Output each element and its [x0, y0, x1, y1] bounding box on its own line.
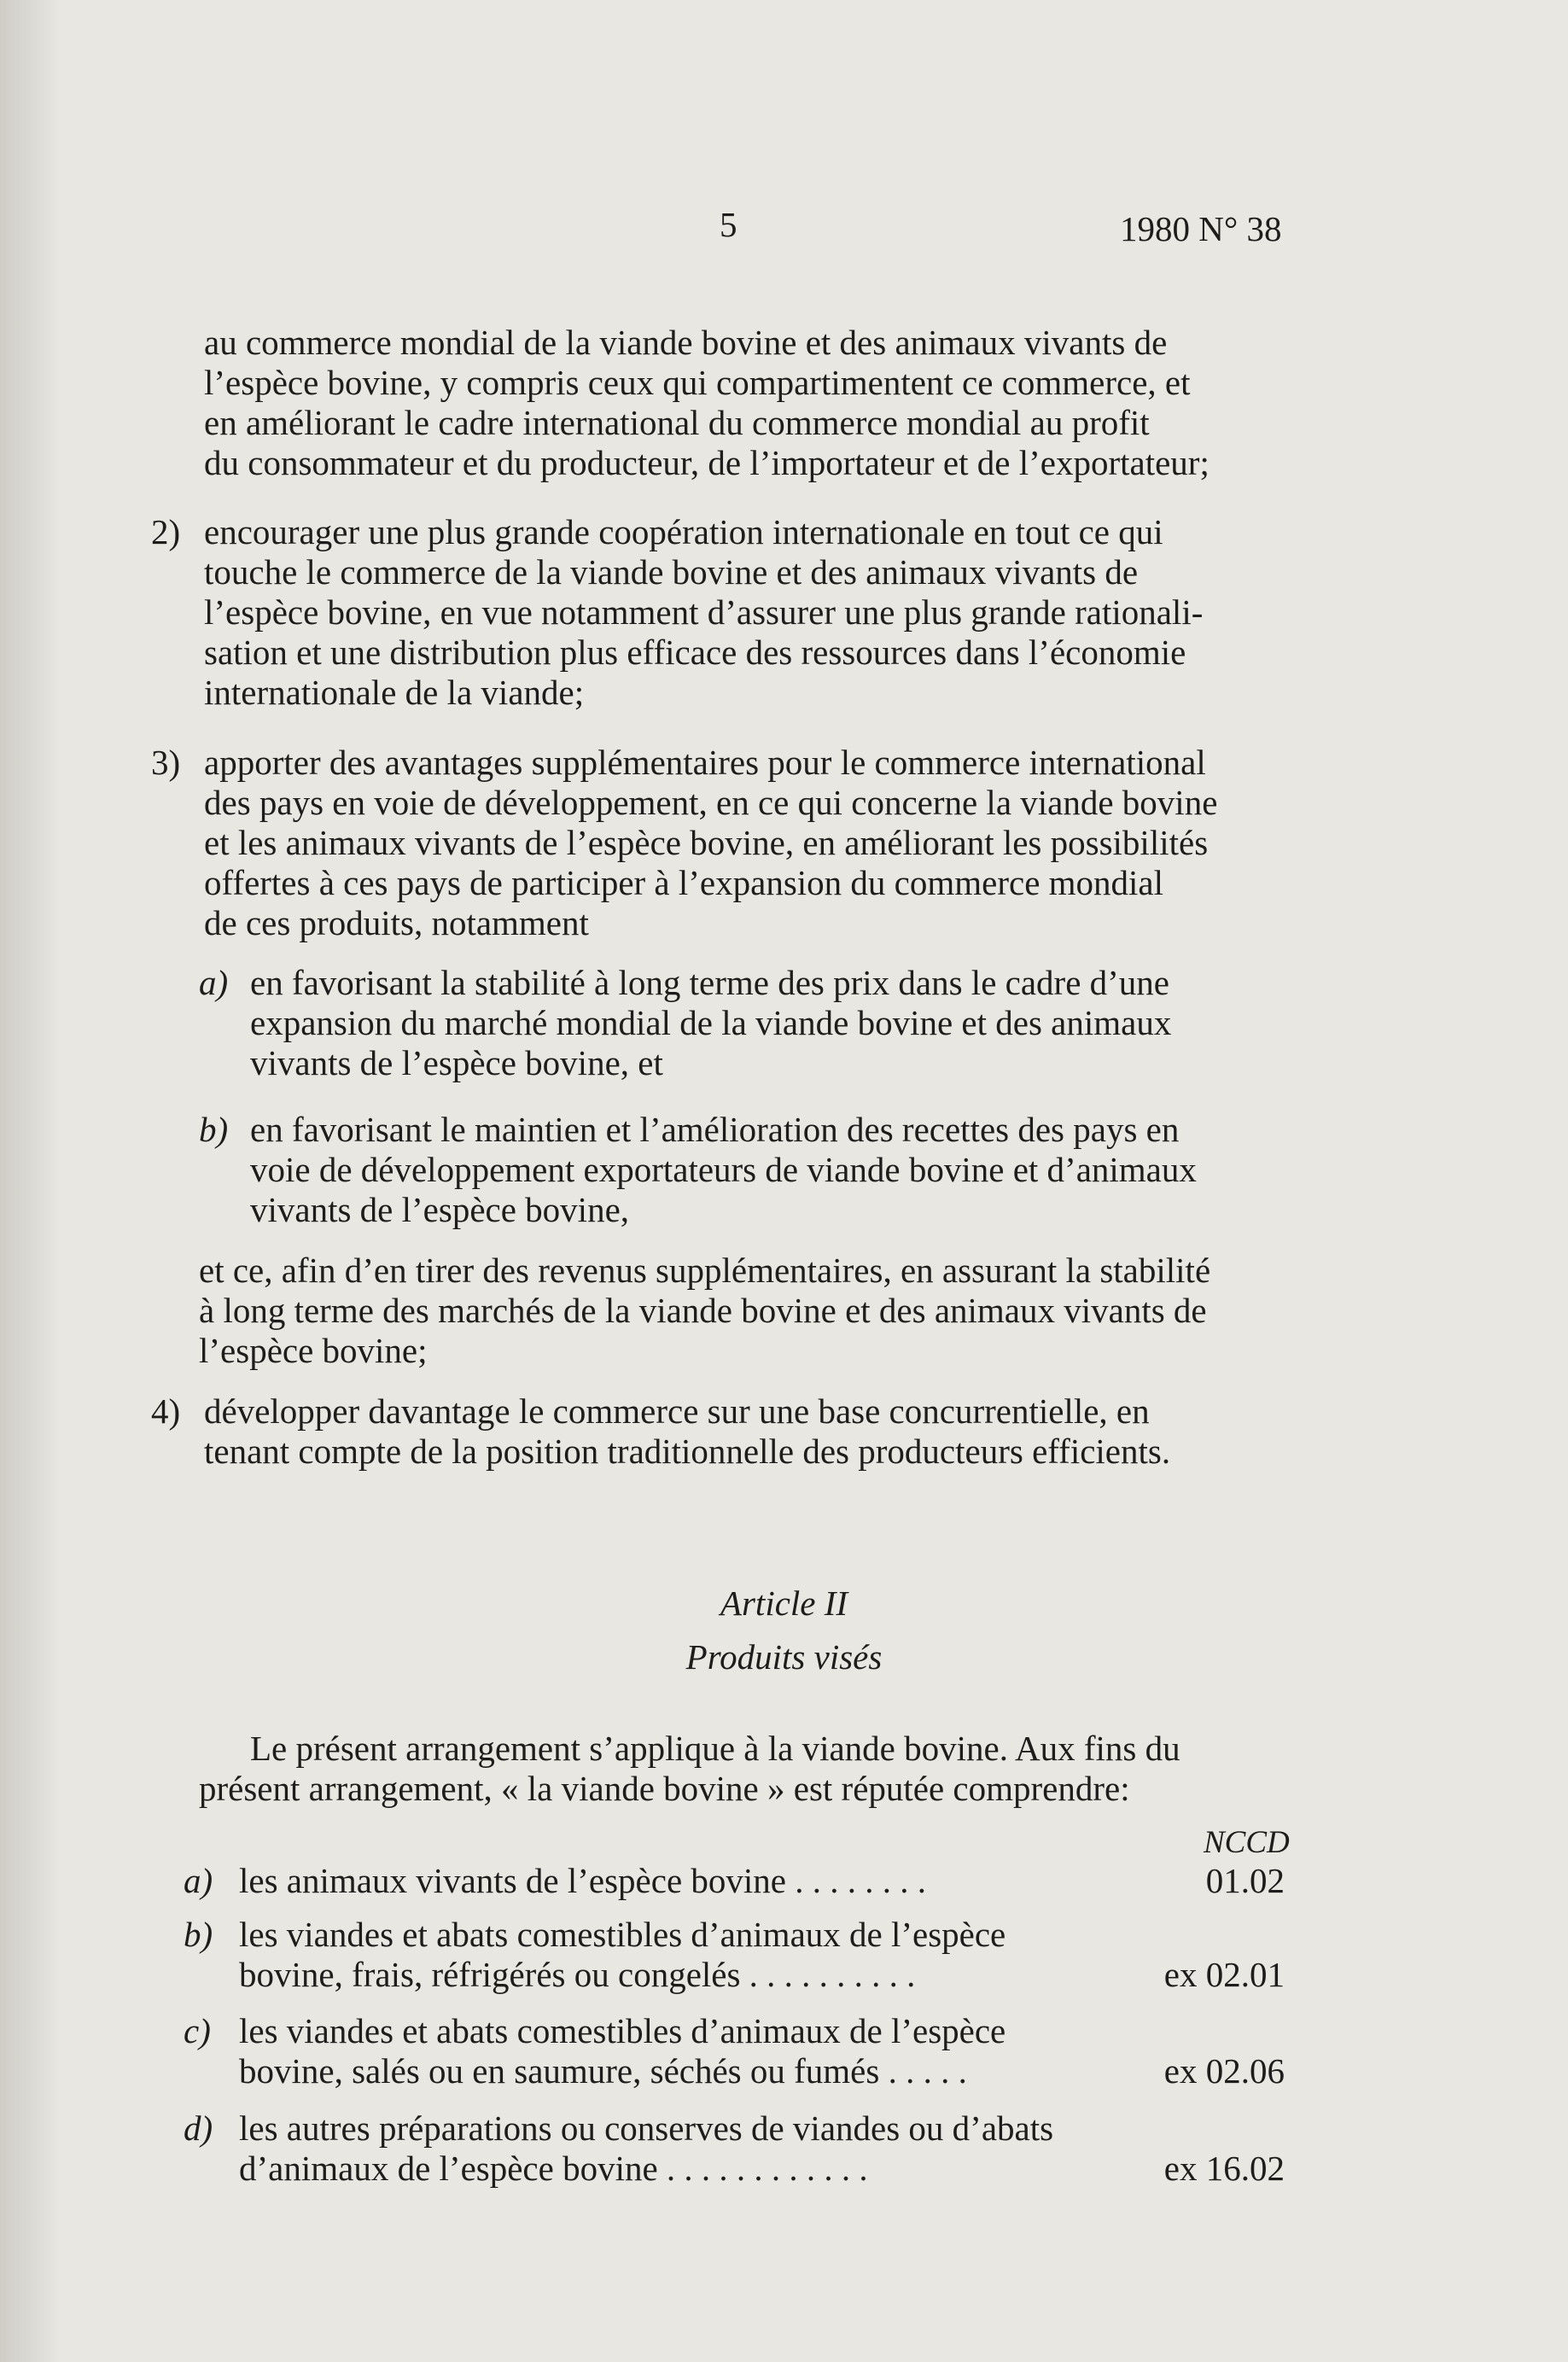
text-line: voie de développement exportateurs de viande bovine et d’animaux [250, 1150, 1197, 1189]
text-line: l’espèce bovine, en vue notamment d’assurer une plus grande rationali- [204, 592, 1204, 632]
product-code: ex 16.02 [1163, 2149, 1285, 2188]
item-number: 4) [151, 1391, 181, 1431]
item-2-text [204, 512, 1307, 713]
product-letter: c) [184, 2011, 211, 2050]
item-3-text [204, 743, 1307, 943]
text-line: les viandes et abats comestibles d’animaux de l’espèce [239, 1915, 1006, 1954]
column-label: NCCD [1204, 1825, 1290, 1860]
text-line: en améliorant le cadre international du commerce mondial au profit [204, 403, 1150, 442]
text-line: en favorisant la stabilité à long terme des prix dans le cadre d’une [250, 963, 1169, 1002]
text-line: vivants de l’espèce bovine, [250, 1190, 630, 1229]
text-line: offertes à ces pays de participer à l’expansion du commerce mondial [204, 863, 1164, 902]
text-line: et les animaux vivants de l’espèce bovine, en améliorant les possibilités [204, 823, 1209, 862]
text-line: expansion du marché mondial de la viande bovine et des animaux [250, 1003, 1172, 1042]
text-line: et ce, afin d’en tirer des revenus supplémentaires, en assurant la stabilité [199, 1251, 1211, 1290]
sub-item-letter: a) [199, 963, 229, 1002]
product-code: 01.02 [1205, 1861, 1285, 1900]
text-line: bovine, salés ou en saumure, séchés ou fumés . . . . . [239, 2051, 967, 2091]
product-text [239, 1915, 1097, 1995]
text-line: vivants de l’espèce bovine, et [250, 1043, 663, 1082]
sub-item-a-text [250, 963, 1307, 1083]
text-line: d’animaux de l’espèce bovine . . . . . . . . . . . . [239, 2149, 868, 2188]
article-intro [199, 1729, 1307, 1809]
product-code: ex 02.06 [1163, 2051, 1285, 2091]
text-line: au commerce mondial de la viande bovine et des animaux vivants de [204, 323, 1168, 362]
text-line: bovine, frais, réfrigérés ou congelés . . . . . . . . . . [239, 1955, 916, 1994]
product-text [239, 1861, 1097, 1901]
text-line: les animaux vivants de l’espèce bovine . . . . . . . . [239, 1861, 926, 1900]
article-heading: Article II [720, 1583, 848, 1623]
product-letter: a) [184, 1861, 213, 1900]
sub-item-letter: b) [199, 1110, 229, 1149]
text-line: des pays en voie de développement, en ce qui concerne la viande bovine [204, 783, 1218, 822]
text-line: sation et une distribution plus efficace des ressources dans l’économie [204, 633, 1186, 672]
product-letter: d) [184, 2108, 213, 2148]
text-line: l’espèce bovine; [199, 1331, 428, 1370]
intro-paragraph [204, 323, 1307, 483]
text-line: les autres préparations ou conserves de viandes ou d’abats [239, 2108, 1054, 2148]
text-line: internationale de la viande; [204, 673, 585, 712]
document-reference: 1980 N° 38 [1120, 209, 1282, 248]
sub-item-b-text [250, 1110, 1307, 1230]
item-number: 2) [151, 512, 181, 551]
text-line: les viandes et abats comestibles d’animaux de l’espèce [239, 2011, 1006, 2050]
text-line: à long terme des marchés de la viande bovine et des animaux vivants de [199, 1291, 1207, 1330]
text-line: l’espèce bovine, y compris ceux qui compartimentent ce commerce, et [204, 363, 1191, 402]
text-line: en favorisant le maintien et l’amélioration des recettes des pays en [250, 1110, 1180, 1149]
product-code: ex 02.01 [1163, 1955, 1285, 1994]
product-text [239, 2108, 1097, 2189]
text-line: développer davantage le commerce sur une base concurrentielle, en [204, 1391, 1150, 1431]
article-subheading: Produits visés [685, 1637, 883, 1677]
item-number: 3) [151, 743, 181, 782]
text-line: Le présent arrangement s’applique à la viande bovine. Aux fins du [250, 1729, 1180, 1768]
text-line: du consommateur et du producteur, de l’importateur et de l’exportateur; [204, 443, 1210, 482]
text-line: de ces produits, notamment [204, 903, 589, 942]
product-letter: b) [184, 1915, 213, 1954]
text-line: touche le commerce de la viande bovine et des animaux vivants de [204, 552, 1139, 592]
text-line: apporter des avantages supplémentaires pour le commerce international [204, 743, 1206, 782]
product-text [239, 2011, 1097, 2091]
text-line: encourager une plus grande coopération internationale en tout ce qui [204, 512, 1163, 551]
item-4-text [204, 1391, 1307, 1472]
page-number: 5 [720, 205, 737, 244]
item-3-continuation [199, 1251, 1307, 1371]
text-line: tenant compte de la position traditionnelle des producteurs efficients. [204, 1432, 1171, 1471]
text-line: présent arrangement, « la viande bovine » est réputée comprendre: [199, 1769, 1130, 1808]
